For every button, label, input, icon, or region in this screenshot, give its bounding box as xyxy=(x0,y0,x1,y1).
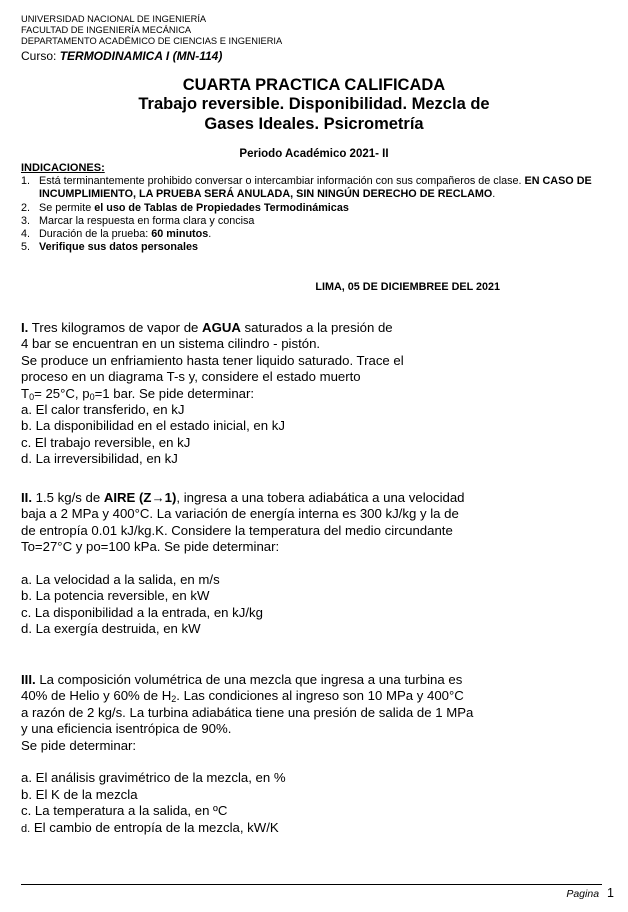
question-number: I. xyxy=(21,320,29,335)
question-text: , ingresa a una tobera adiabática a una velocidad xyxy=(176,490,465,505)
substance-name: AGUA xyxy=(202,320,241,335)
faculty-name: FACULTAD DE INGENIERÍA MECÁNICA xyxy=(21,25,192,36)
question-text: La composición volumétrica de una mezcla que ingresa a una turbina es xyxy=(35,672,463,687)
question-2-item-a: a. La velocidad a la salida, en m/s xyxy=(21,572,220,588)
indication-item-3 xyxy=(21,215,606,228)
indication-item-4 xyxy=(21,228,606,241)
course-line xyxy=(21,49,222,63)
question-1-line xyxy=(21,320,611,336)
question-1-line: proceso en un diagrama T-s y, considere el estado muerto xyxy=(21,369,361,385)
academic-period: Periodo Académico 2021- II xyxy=(239,148,389,160)
question-text: T xyxy=(21,385,30,401)
item-letter: d. xyxy=(21,822,31,835)
question-2-line: To=27°C y po=100 kPa. Se pide determinar: xyxy=(21,539,280,555)
page-number: 1 xyxy=(607,886,614,900)
question-3-line xyxy=(21,672,611,688)
question-3-item-c: c. La temperatura a la salida, en ºC xyxy=(21,803,228,819)
course-name: TERMODINAMICA I (MN-114) xyxy=(59,49,223,63)
indication-item-2 xyxy=(21,202,606,215)
question-2-item-d: d. La exergía destruida, en kW xyxy=(21,621,201,637)
indication-plain: Duración de la prueba: xyxy=(39,228,152,241)
indication-item-1 xyxy=(21,175,606,202)
indication-plain: Está terminantemente prohibido conversar o intercambiar información con sus compañeros de clase. xyxy=(39,175,525,187)
indication-bold: 60 minutos xyxy=(151,228,209,241)
indications-heading xyxy=(21,162,105,174)
question-number: II. xyxy=(21,490,32,505)
question-text: saturados a la presión de xyxy=(240,320,393,335)
question-2-item-b: b. La potencia reversible, en kW xyxy=(21,588,210,604)
substance-name: AIRE (Z→1) xyxy=(103,490,177,505)
exam-subtitle-line1: Trabajo reversible. Disponibilidad. Mezcla de xyxy=(138,95,490,113)
indications-list xyxy=(21,175,606,255)
indication-bold: EN CASO DE INCUMPLIMIENTO, LA PRUEBA SERÁ ANULADA, SIN NINGÚN DERECHO DE RECLAMO xyxy=(39,175,592,201)
exam-title: CUARTA PRACTICA CALIFICADA xyxy=(182,76,446,94)
date-line: LIMA, 05 DE DICIEMBREE DEL 2021 xyxy=(315,281,500,293)
question-3-line: Se pide determinar: xyxy=(21,737,137,753)
question-text: Tres kilogramos de vapor de xyxy=(28,320,203,335)
question-text: . Las condiciones al ingreso son 10 MPa y 400°C xyxy=(176,688,464,704)
question-text: = 25°C, p xyxy=(34,385,90,401)
indications-colon: : xyxy=(101,162,105,174)
question-text: El cambio de entropía de la mezcla, kW/K xyxy=(30,819,279,835)
question-text: 40% de Helio y 60% de H xyxy=(21,688,172,704)
question-3-item-d xyxy=(21,820,611,837)
indication-text xyxy=(39,202,606,215)
question-2-line: de entropía 0.01 kJ/kg.K. Considere la temperatura del medio circundante xyxy=(21,522,453,538)
question-1-line: 4 bar se encuentran en un sistema cilindro - pistón. xyxy=(21,336,321,352)
question-1-item-a: a. El calor transferido, en kJ xyxy=(21,402,185,418)
page-footer xyxy=(566,886,614,900)
exam-subtitle-line2: Gases Ideales. Psicrometría xyxy=(204,115,424,133)
question-2-line xyxy=(21,490,611,506)
question-1 xyxy=(21,320,611,468)
course-label: Curso: xyxy=(21,49,60,63)
question-3-line: a razón de 2 kg/s. La turbina adiabática tiene una presión de salida de 1 MPa xyxy=(21,704,474,720)
question-1-line xyxy=(21,386,611,402)
indication-text: Marcar la respuesta en forma clara y concisa xyxy=(39,214,255,227)
indication-tail: . xyxy=(208,228,212,241)
spacer xyxy=(21,754,611,770)
indication-number: 2. xyxy=(21,201,31,214)
footer-divider xyxy=(21,884,602,885)
question-3-item-a: a. El análisis gravimétrico de la mezcla, en % xyxy=(21,770,286,786)
subscript: 0 xyxy=(29,391,35,402)
question-1-item-d: d. La irreversibilidad, en kJ xyxy=(21,451,178,467)
question-1-item-c: c. El trabajo reversible, en kJ xyxy=(21,434,191,450)
question-text: 1.5 kg/s de xyxy=(32,490,104,505)
indication-bold: Verifique sus datos personales xyxy=(39,241,199,254)
question-number: III. xyxy=(21,672,36,687)
indication-bold: el uso de Tablas de Propiedades Termodinámicas xyxy=(94,201,349,214)
question-text: =1 bar. Se pide determinar: xyxy=(94,385,255,401)
question-1-line: Se produce un enfriamiento hasta tener liquido saturado. Trace el xyxy=(21,352,404,368)
indications-heading-text: INDICACIONES xyxy=(21,162,102,174)
page-label: Pagina xyxy=(566,888,600,900)
question-3-line: y una eficiencia isentrópica de 90%. xyxy=(21,721,232,737)
question-2-line: baja a 2 MPa y 400°C. La variación de energía interna es 300 kJ/kg y la de xyxy=(21,506,459,522)
indication-number: 1. xyxy=(21,175,31,187)
indication-tail: . xyxy=(492,188,496,201)
document-header xyxy=(21,14,282,48)
question-3-line xyxy=(21,688,611,704)
indication-text xyxy=(39,241,606,254)
indication-plain: Se permite xyxy=(39,201,95,214)
indication-number: 3. xyxy=(21,214,31,227)
question-2-item-c: c. La disponibilidad a la entrada, en kJ/kg xyxy=(21,604,263,620)
question-2 xyxy=(21,490,611,638)
subscript: 0 xyxy=(89,391,95,402)
subscript: 2 xyxy=(171,694,177,705)
indication-item-5 xyxy=(21,241,606,254)
question-3-item-b: b. El K de la mezcla xyxy=(21,786,138,802)
indication-number: 5. xyxy=(21,241,31,254)
question-3 xyxy=(21,672,611,837)
department-name: DEPARTAMENTO ACADÉMICO DE CIENCIAS E INGENIERIA xyxy=(21,36,283,47)
indication-number: 4. xyxy=(21,228,31,241)
indication-text xyxy=(39,175,606,202)
spacer xyxy=(21,556,611,572)
university-name: UNIVERSIDAD NACIONAL DE INGENIERÍA xyxy=(21,14,207,24)
question-1-item-b: b. La disponibilidad en el estado inicial, en kJ xyxy=(21,418,285,434)
indication-text xyxy=(39,228,606,241)
